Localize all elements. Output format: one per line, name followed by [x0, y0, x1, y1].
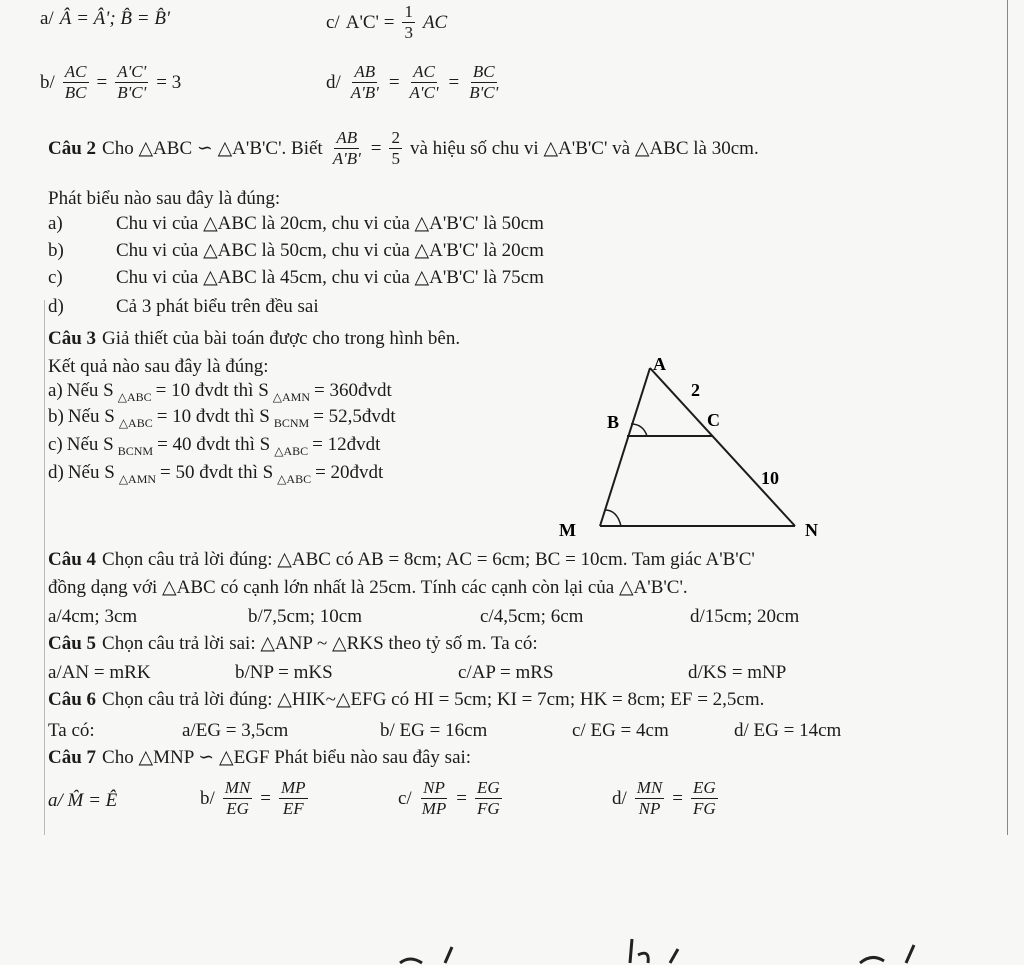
- q3-prompt-text: Kết quả nào sau đây là đúng:: [48, 356, 269, 377]
- q1-b-fraction-1: [63, 62, 89, 103]
- q3-option-text: = 12đvdt: [312, 434, 381, 455]
- q7-d-num-2: EG: [693, 778, 716, 797]
- q5-c-text: c/AP = mRS: [458, 662, 554, 683]
- q1-b-num-2: A'C': [117, 62, 147, 81]
- q1-b-result: = 3: [156, 71, 182, 93]
- q3-option-text: Nếu S: [67, 406, 115, 427]
- q3-option-sub: △AMN: [118, 471, 157, 486]
- q2-option-label: d): [48, 296, 64, 317]
- angle-mark-m: [605, 510, 621, 526]
- q1-option-a: [40, 8, 170, 30]
- left-margin-line: [44, 300, 45, 835]
- q6-stem-text: Chọn câu trả lời đúng: △HIK~△EFG có HI = 5cm; KI = 7cm; HK = 8cm; EF = 2,5cm.: [102, 689, 765, 710]
- handwriting-marks: [360, 925, 960, 965]
- q3-option-label: a): [48, 380, 63, 401]
- q3-option-sub: △ABC: [117, 389, 152, 404]
- q2-fraction-2: [389, 128, 402, 169]
- q3-option-text: Nếu S: [67, 462, 115, 483]
- q7-c-label: c/: [398, 787, 412, 809]
- q1-b-den-1: BC: [64, 83, 87, 102]
- q7-c-fraction-2: [475, 778, 502, 819]
- q2-den-2: 5: [391, 149, 400, 168]
- point-c-label: C: [707, 410, 720, 430]
- q4-option-d: [690, 606, 799, 628]
- q3-prompt: [48, 356, 269, 378]
- q5-option-c: [458, 662, 554, 684]
- q1-c-fraction: [402, 2, 415, 43]
- q5-option-a: [48, 662, 151, 684]
- q7-b-num-2: MP: [281, 778, 306, 797]
- q2-option-label: c): [48, 266, 63, 288]
- q1-d-num-1: AB: [354, 62, 376, 81]
- q7-c-den-2: FG: [476, 799, 500, 818]
- q2-stem: Câu 2 Cho △ABC ∽ △A'B'C'. Biết $\frac{AB}{A'B'}$ = $\frac{2}{5}$ và hiệu số chu vi △A'B'C' và △ABC là 30cm.: [48, 128, 759, 168]
- q2-title: Câu 2: [48, 137, 97, 159]
- q7-d-den-2: FG: [693, 799, 716, 818]
- q1-d-num-2: AC: [413, 62, 435, 81]
- q1-d-num-3: BC: [472, 62, 495, 81]
- q4-d-text: d/15cm; 20cm: [690, 606, 800, 627]
- q4-stem-2: đồng dạng với △ABC có cạnh lớn nhất là 25cm. Tính các cạnh còn lại của △A'B'C'.: [48, 577, 688, 598]
- q4-title: Câu 4: [48, 548, 97, 570]
- q4-stem-line-1: [48, 548, 755, 571]
- q7-d-num-1: MN: [636, 778, 663, 797]
- q2-option-a: [48, 212, 544, 235]
- q7-d-fraction-1: [635, 778, 665, 819]
- q1-b-den-2: B'C': [117, 83, 147, 102]
- triangle-figure: [555, 350, 845, 540]
- q3-option-text: = 40 đvdt thì S: [157, 434, 271, 455]
- q7-stem-text: Cho △MNP ∽ △EGF Phát biểu nào sau đây sai:: [102, 747, 472, 768]
- q7-c-fraction-1: [420, 778, 449, 819]
- q3-option-text: = 360đvdt: [314, 380, 392, 401]
- angle-mark-b: [631, 424, 647, 436]
- q3-option-text: = 10 đvdt thì S: [156, 406, 270, 427]
- q6-stem: [48, 688, 764, 711]
- q7-option-d: d/ $\frac{MN}{NP}$ = $\frac{EG}{FG}$: [612, 778, 716, 818]
- q6-a-text: a/EG = 3,5cm: [182, 720, 289, 741]
- q6-d-text: d/ EG = 14cm: [734, 720, 842, 741]
- q5-option-b: [235, 662, 333, 684]
- q1-b-fraction-2: [115, 62, 148, 103]
- q1-d-den-1: A'B': [350, 83, 379, 102]
- q5-stem-text: Chọn câu trả lời sai: △ANP ~ △RKS theo tỷ số m. Ta có:: [102, 633, 538, 654]
- q6-option-b: [380, 720, 487, 742]
- q7-b-fraction-2: [279, 778, 308, 819]
- q1-d-label: d/: [326, 71, 341, 93]
- q7-option-a: [48, 790, 117, 812]
- q1-c-label: c/: [326, 11, 340, 33]
- q1-d-fraction-1: [349, 62, 381, 103]
- q3-option-label: c): [48, 434, 63, 455]
- q3-option-sub: △ABC: [274, 443, 309, 458]
- q2-prompt: [48, 188, 280, 210]
- q7-b-fraction-1: [223, 778, 253, 819]
- q3-option-label: d): [48, 462, 64, 483]
- q3-option-c: [48, 434, 380, 456]
- q3-option-label: b): [48, 406, 64, 427]
- q3-option-a: [48, 380, 392, 402]
- q4-option-b: [248, 606, 362, 628]
- q5-stem: [48, 632, 538, 655]
- q2-prompt-text: Phát biểu nào sau đây là đúng:: [48, 188, 281, 209]
- q2-option-b: [48, 239, 544, 262]
- q2-option-label: a): [48, 212, 63, 234]
- q7-title: Câu 7: [48, 746, 97, 768]
- q1-option-d: d/ $\frac{AB}{A'B'}$ = $\frac{AC}{A'C'}$ = $\frac{BC}{B'C'}$: [326, 62, 499, 102]
- point-m-label: M: [559, 520, 576, 540]
- q3-stem-text: Giả thiết của bài toán được cho trong hình bên.: [102, 328, 461, 349]
- q7-option-c: c/ $\frac{NP}{MP}$ = $\frac{EG}{FG}$: [398, 778, 500, 818]
- q2-den-1: A'B': [332, 149, 361, 168]
- q4-stem-line-2: [48, 576, 688, 599]
- q3-option-d: [48, 462, 383, 484]
- q3-option-text: = 52,5đvdt: [313, 406, 396, 427]
- q2-option-d: [48, 296, 319, 318]
- q1-c-expr-right: AC: [422, 11, 448, 33]
- length-cn-label: 10: [761, 468, 779, 488]
- q1-b-num-1: AC: [64, 62, 87, 81]
- q6-option-a: [182, 720, 288, 742]
- q4-option-a: [48, 606, 137, 628]
- q5-a-text: a/AN = mRK: [48, 662, 151, 683]
- q6-lead-text: Ta có:: [48, 720, 95, 741]
- q7-c-num-1: NP: [423, 778, 445, 797]
- q4-stem-1: Chọn câu trả lời đúng: △ABC có AB = 8cm; AC = 6cm; BC = 10cm. Tam giác A'B'C': [102, 549, 755, 570]
- q3-option-b: [48, 406, 396, 428]
- q7-b-num-1: MN: [224, 778, 251, 797]
- q2-option-text: Chu vi của △ABC là 50cm, chu vi của △A'B'C' là 20cm: [116, 240, 544, 261]
- q7-b-label: b/: [200, 787, 215, 809]
- q6-option-d: [734, 720, 841, 742]
- q1-c-num: 1: [404, 2, 413, 21]
- q4-a-text: a/4cm; 3cm: [48, 606, 138, 627]
- q3-option-sub: BCNM: [273, 415, 310, 430]
- q7-b-den-2: EF: [282, 799, 304, 818]
- q4-c-text: c/4,5cm; 6cm: [480, 606, 584, 627]
- q3-option-sub: △AMN: [272, 389, 311, 404]
- q1-d-fraction-2: [408, 62, 441, 103]
- q7-d-den-1: NP: [638, 799, 661, 818]
- q6-b-text: b/ EG = 16cm: [380, 720, 488, 741]
- q7-d-fraction-2: [691, 778, 718, 819]
- q7-a-text: a/ M̂ = Ê: [48, 790, 118, 811]
- q7-c-den-1: MP: [421, 799, 447, 818]
- q3-option-text: Nếu S: [66, 434, 114, 455]
- point-b-label: B: [607, 412, 620, 432]
- q7-stem: [48, 746, 471, 769]
- q5-title: Câu 5: [48, 632, 97, 654]
- q1-a-label: a/: [40, 8, 54, 29]
- q1-d-den-3: B'C': [469, 83, 499, 102]
- q3-option-text: = 20đvdt: [315, 462, 384, 483]
- q3-option-sub: △ABC: [277, 471, 312, 486]
- q2-stem-right: và hiệu số chu vi △A'B'C' và △ABC là 30cm.: [409, 138, 759, 159]
- q1-d-den-2: A'C': [409, 83, 439, 102]
- q7-b-den-1: EG: [226, 799, 249, 818]
- q6-option-c: [572, 720, 669, 742]
- q1-a-expr: Â = Â'; B̂ = B̂': [59, 8, 170, 29]
- q1-b-label: b/: [40, 71, 55, 93]
- q1-d-fraction-3: [467, 62, 500, 103]
- q2-stem-left: Cho △ABC ∽ △A'B'C'. Biết: [102, 138, 323, 159]
- q6-c-text: c/ EG = 4cm: [572, 720, 669, 741]
- q1-option-b: b/ $\frac{AC}{BC}$ = $\frac{A'C'}{B'C'}$ = 3: [40, 62, 182, 102]
- q3-option-sub: BCNM: [117, 443, 154, 458]
- right-margin-line: [1007, 0, 1008, 835]
- q7-d-label: d/: [612, 787, 627, 809]
- side-an: [650, 368, 795, 526]
- q3-option-text: = 50 đvdt thì S: [160, 462, 274, 483]
- point-a-label: A: [653, 354, 666, 374]
- q3-title: Câu 3: [48, 328, 97, 349]
- q3-option-text: = 10 đvdt thì S: [155, 380, 269, 401]
- q2-num-1: AB: [336, 128, 358, 147]
- q5-d-text: d/KS = mNP: [688, 662, 787, 683]
- point-n-label: N: [805, 520, 818, 540]
- q4-b-text: b/7,5cm; 10cm: [248, 606, 362, 627]
- q2-option-c: [48, 266, 544, 289]
- q2-option-text: Cả 3 phát biểu trên đều sai: [116, 296, 319, 317]
- q2-option-label: b): [48, 239, 64, 261]
- length-ac-label: 2: [691, 380, 700, 400]
- q1-option-c: [326, 2, 447, 43]
- q6-title: Câu 6: [48, 688, 97, 710]
- q7-c-num-2: EG: [476, 778, 500, 797]
- q3-option-text: Nếu S: [66, 380, 114, 401]
- q2-num-2: 2: [391, 128, 400, 147]
- q2-option-text: Chu vi của △ABC là 45cm, chu vi của △A'B'C' là 75cm: [116, 267, 544, 288]
- q7-option-b: b/ $\frac{MN}{EG}$ = $\frac{MP}{EF}$: [200, 778, 306, 818]
- q2-fraction-1: [331, 128, 363, 169]
- q1-c-expr-left: A'C' =: [345, 11, 395, 33]
- q3-stem: [48, 328, 460, 350]
- side-am: [600, 368, 650, 526]
- q3-option-sub: △ABC: [118, 415, 153, 430]
- q4-option-c: [480, 606, 583, 628]
- q1-c-den: 3: [404, 23, 413, 42]
- q2-option-text: Chu vi của △ABC là 20cm, chu vi của △A'B'C' là 50cm: [116, 213, 544, 234]
- q5-option-d: [688, 662, 786, 684]
- q5-b-text: b/NP = mKS: [235, 662, 333, 683]
- q6-lead: [48, 720, 95, 742]
